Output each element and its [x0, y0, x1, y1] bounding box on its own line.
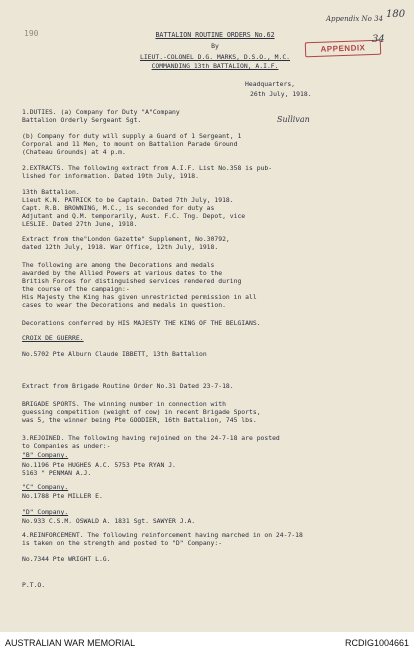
order-line: 3.REJOINED. The following having rejoined on the 24-7-18 are posted [22, 434, 280, 442]
stamp-number: 34 [372, 34, 385, 45]
order-line: (Chateau Grounds) at 4 p.m. [22, 148, 126, 156]
archive-footer [0, 632, 414, 654]
order-line: LESLIE. Dated 27th June, 1918. [22, 220, 138, 228]
order-line: "C" Company. [22, 483, 69, 491]
record-id: RCDIG1004661 [344, 638, 409, 648]
order-line: "B" Company. [22, 451, 69, 459]
order-line: P.T.O. [22, 581, 46, 589]
page-number: 180 [386, 9, 406, 20]
order-line: Adjutant and Q.M. temporarily, Aust. F.C. Tng. Depot, vice [22, 212, 246, 220]
order-line: Extract from the"London Gazette" Supplement, No.30792, [22, 235, 230, 243]
order-date: 26th July, 1918. [250, 90, 312, 98]
order-line: 13th Battalion. [22, 188, 80, 196]
order-line: No.1196 Pte HUGHES A.C. 5753 Pte RYAN J. [22, 461, 176, 469]
order-line: British Forces for distinguished services rendered during [22, 277, 242, 285]
order-line: Decorations conferred by HIS MAJESTY THE KING OF THE BELGIANS. [22, 319, 261, 327]
order-line: the course of the campaign:- [22, 285, 130, 293]
order-line: No.5702 Pte Alburn Claude IBBETT, 13th Battalion [22, 350, 207, 358]
order-line: to Companies as under:- [22, 442, 111, 450]
order-line: The following are among the Decorations and medals [22, 261, 215, 269]
left-margin-number: 190 [24, 29, 39, 38]
handwritten-sergeant: Sullivan [277, 115, 310, 124]
order-line: Capt. R.B. BROWNING, M.C., is seconded for duty as [22, 204, 215, 212]
order-line: CROIX DE GUERRE. [22, 334, 84, 342]
order-line: 5163 " PENMAN A.J. [22, 469, 92, 477]
commanding-unit: COMMANDING 13th BATTALION, A.I.F. [151, 62, 279, 70]
appendix-stamp: APPENDIX [305, 40, 381, 58]
order-line: is taken on the strength and posted to "D" Company:- [22, 539, 223, 547]
order-line: Lieut K.N. PATRICK to be Captain. Dated 7th July, 1918. [22, 196, 234, 204]
headquarters-label: Headquarters, [245, 80, 296, 88]
order-line: guessing competition (weight of cow) in recent Brigade Sports, [22, 408, 261, 416]
order-line: 4.REINFORCEMENT. The following reinforcement having marched in on 24-7-18 [22, 531, 303, 539]
orders-title: BATTALION ROUTINE ORDERS No.62 [155, 31, 275, 39]
order-line: BRIGADE SPORTS. The winning number in connection with [22, 400, 226, 408]
order-line: No.933 C.S.M. OSWALD A. 1831 Sgt. SAWYER J.A. [22, 517, 196, 525]
order-line: lished for information. Dated 19th July, 1918. [22, 172, 199, 180]
archive-name: AUSTRALIAN WAR MEMORIAL [5, 638, 136, 648]
order-line: "D" Company. [22, 508, 69, 516]
order-line: His Majesty the King has given unrestricted permission in all [22, 293, 257, 301]
order-line: Extract from Brigade Routine Order No.31 Dated 23-7-18. [22, 382, 234, 390]
commander-name: LIEUT.-COLONEL D.G. MARKS, D.S.O., M.C. [139, 53, 291, 61]
order-line: awarded by the Allied Powers at various dates to the [22, 269, 223, 277]
order-line: No.7344 Pte WRIGHT L.G. [22, 555, 111, 563]
order-line: Corporal and 11 Men, to mount on Battalion Parade Ground [22, 140, 238, 148]
order-line: 2.EXTRACTS. The following extract from A.I.F. List No.358 is pub- [22, 164, 273, 172]
order-line: 1.DUTIES. (a) Company for Duty "A"Company [22, 108, 180, 116]
order-line: dated 12th July, 1918. War Office, 12th July, 1918. [22, 243, 219, 251]
order-line: No.1788 Pte MILLER E. [22, 492, 103, 500]
order-line: cases to wear the Decorations and medals in question. [22, 301, 226, 309]
order-line: was 5, the winner being Pte GOODIER, 16th Battalion, 745 lbs. [22, 416, 257, 424]
order-line: Battalion Orderly Sergeant Sgt. [22, 116, 142, 124]
order-line: (b) Company for duty will supply a Guard of 1 Sergeant, 1 [22, 132, 242, 140]
appendix-handwritten-note: Appendix No 34 [326, 15, 384, 23]
title-by: By [211, 42, 219, 50]
